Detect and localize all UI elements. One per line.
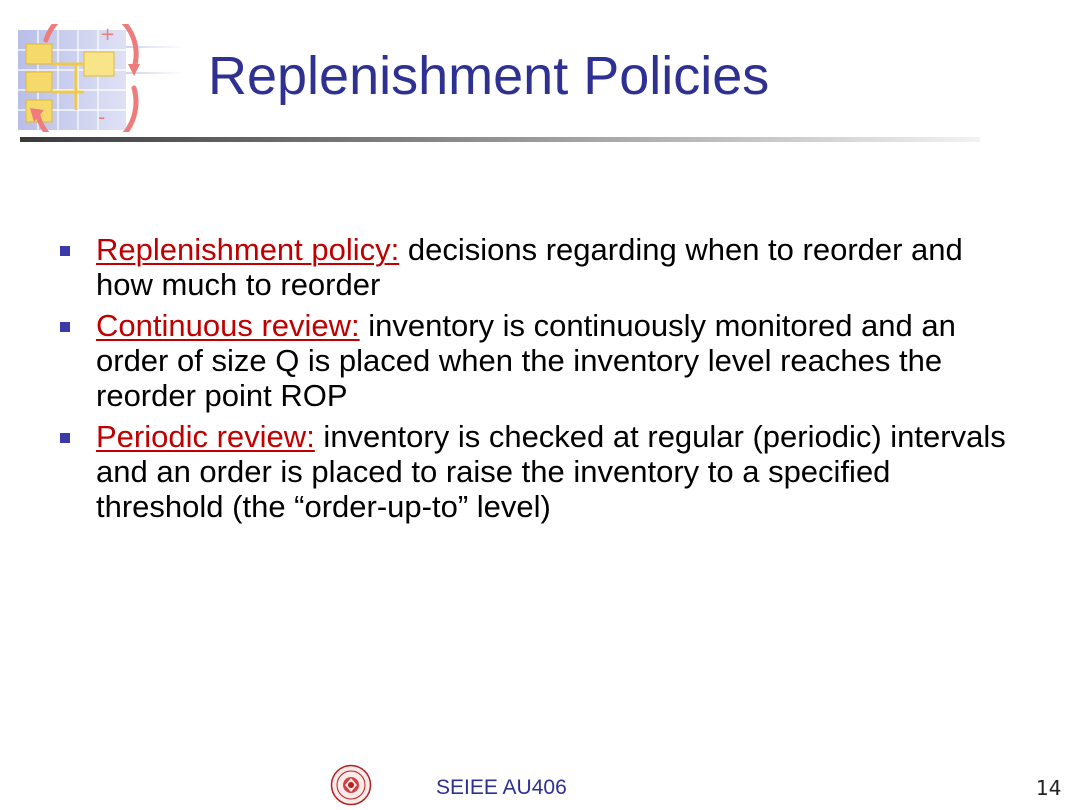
bullet-term: Continuous review: — [96, 308, 360, 343]
bullet-periodic-review — [60, 419, 1020, 524]
replenishment-cycle-logo-icon — [16, 24, 186, 132]
bullet-continuous-review — [60, 308, 1020, 413]
footer-course: SEIEE AU406 — [436, 776, 567, 799]
bullet-term: Replenishment policy: — [96, 232, 400, 267]
bullet-square-icon — [60, 433, 70, 443]
bullet-term: Periodic review: — [96, 419, 315, 454]
page-title: Replenishment Policies — [208, 46, 770, 106]
bullet-text: inventory is checked at regular (periodic) intervals and an order is placed to raise the inventory to a specified threshold (the “order-up-to” level) — [96, 419, 1006, 524]
bullet-square-icon — [60, 246, 70, 256]
title-divider — [20, 137, 980, 142]
bullet-text: inventory is continuously monitored and an order of size Q is placed when the inventory level reaches the reorder point ROP — [96, 308, 956, 413]
university-seal-icon — [330, 764, 372, 806]
svg-text:+: + — [100, 24, 116, 45]
svg-text:-: - — [98, 105, 106, 129]
page-number: 14 — [1036, 776, 1062, 800]
bullet-square-icon — [60, 322, 70, 332]
bullet-replenishment-policy — [60, 232, 1020, 302]
bullet-text: decisions regarding when to reorder and how much to reorder — [96, 232, 963, 302]
bullet-list — [60, 232, 1020, 530]
